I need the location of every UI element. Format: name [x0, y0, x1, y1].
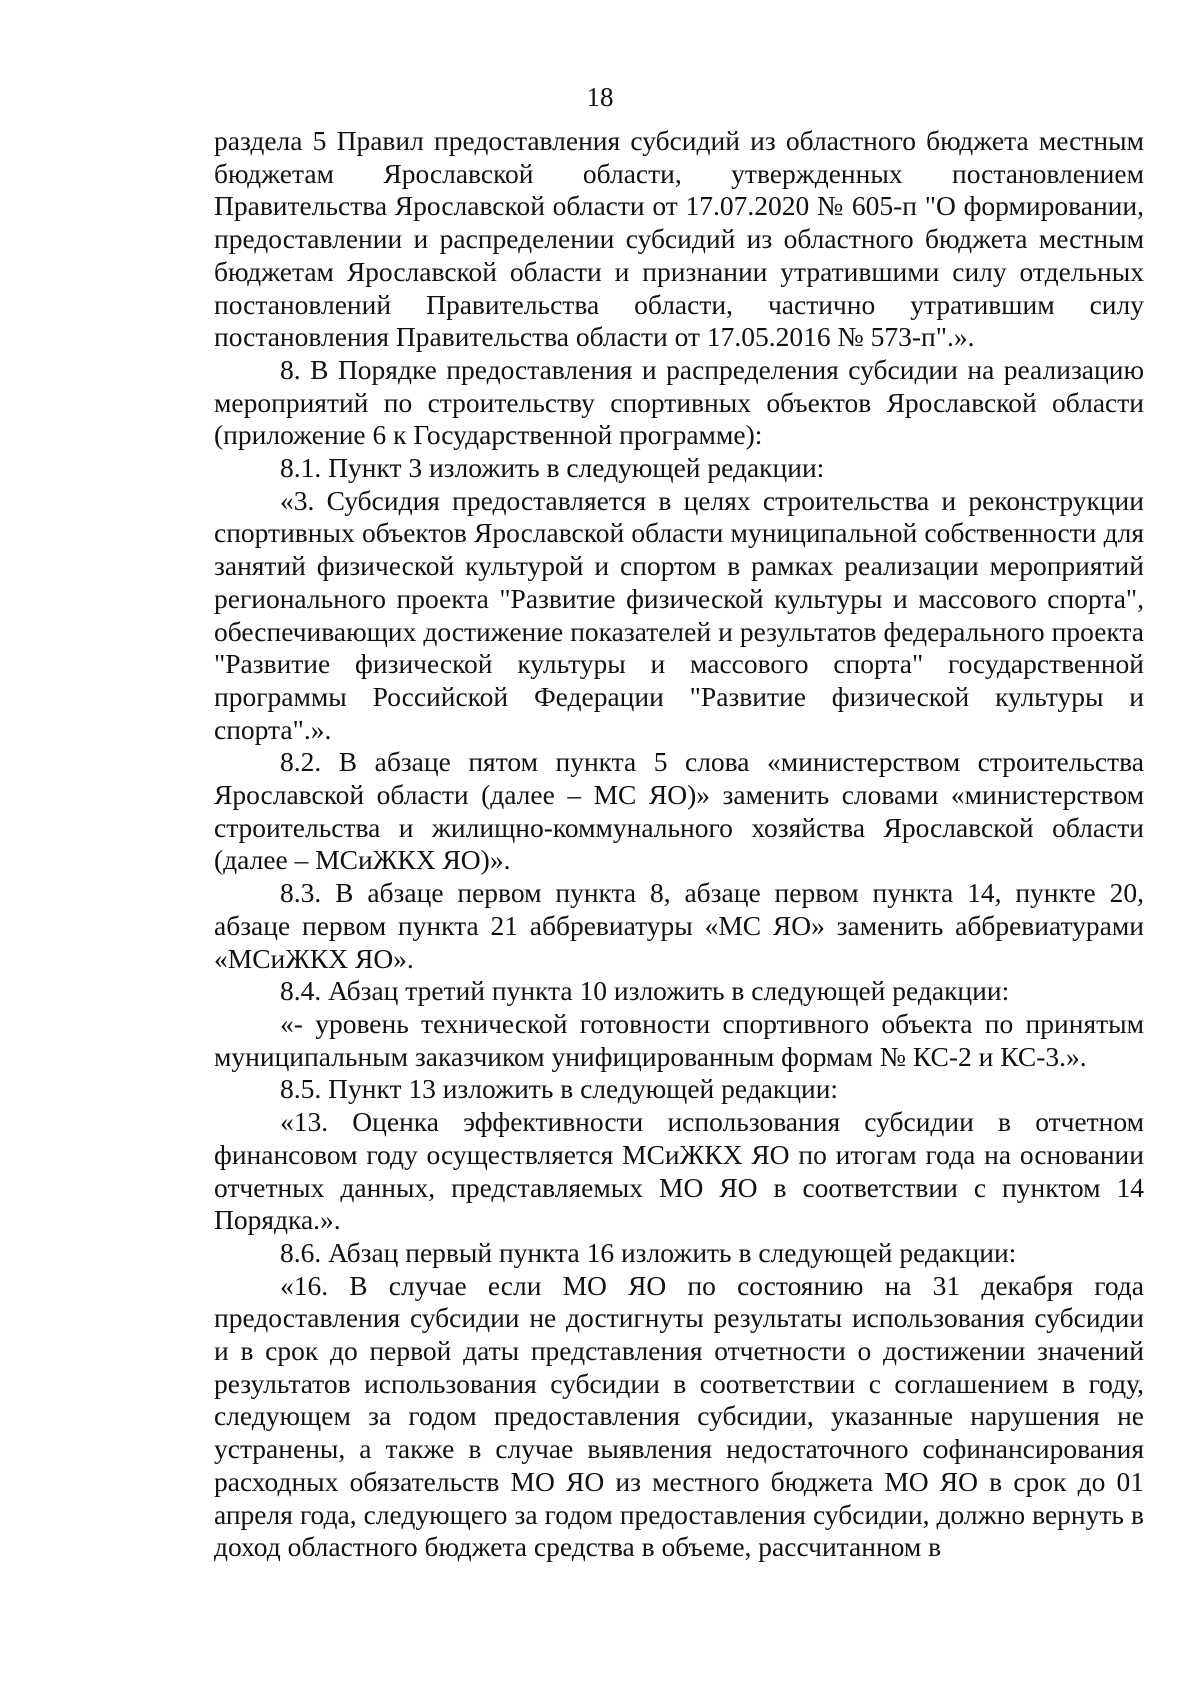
paragraph-continuation: раздела 5 Правил предоставления субсидий из областного бюджета местным бюджетам Ярославской области, утвержденных постановлением Правительства Ярославской области от 17.07.2020 № 605-п "О формировании, предоставлении и распределении субсидий из областного бюджета местным бюджетам Ярославской области и признании утратившими силу отдельных постановлений Правительства области, частично утратившим силу постановления Правительства области от 17.05.2016 № 573-п".».: [214, 125, 1144, 353]
paragraph-item-8-3: 8.3. В абзаце первом пункта 8, абзаце первом пункта 14, пункте 20, абзаце первом пункта 21 аббревиатуры «МС ЯО» заменить аббревиатурами «МСиЖКХ ЯО».: [214, 877, 1144, 974]
paragraph-item-8-6: 8.6. Абзац первый пункта 16 изложить в следующей редакции:: [280, 1236, 1017, 1268]
document-body: [214, 125, 1144, 1564]
paragraph-quote-point-3: «3. Субсидия предоставляется в целях строительства и реконструкции спортивных объектов Ярославской области муниципальной собственности для занятий физической культурой и спортом в рамках реализации мероприятий регионального проекта "Развитие физической культуры и массового спорта", обеспечивающих достижение показателей и результатов федерального проекта "Развитие физической культуры и массового спорта" государственной программы Российской Федерации "Развитие физической культуры и спорта".».: [214, 484, 1144, 745]
paragraph-item-8-1: 8.1. Пункт 3 изложить в следующей редакции:: [280, 452, 825, 484]
paragraph-quote-point-10: «- уровень технической готовности спортивного объекта по принятым муниципальным заказчиком унифицированным формам № КС-2 и КС-3.».: [214, 1007, 1144, 1072]
paragraph-item-8: 8. В Порядке предоставления и распределения субсидии на реализацию мероприятий по строительству спортивных объектов Ярославской области (приложение 6 к Государственной программе):: [214, 353, 1144, 451]
page-number: 18: [586, 82, 614, 112]
paragraph-item-8-4: 8.4. Абзац третий пункта 10 изложить в следующей редакции:: [280, 975, 1010, 1007]
paragraph-item-8-2: 8.2. В абзаце пятом пункта 5 слова «министерством строительства Ярославской области (далее – МС ЯО)» заменить словами «министерством строительства и жилищно-коммунального хозяйства Ярославской области (далее – МСиЖКХ ЯО)».: [214, 746, 1144, 876]
paragraph-quote-point-16: «16. В случае если МО ЯО по состоянию на 31 декабря года предоставления субсидии не достигнуты результаты использования субсидии и в срок до первой даты представления отчетности о достижении значений результатов использования субсидии в соответствии с соглашением в году, следующем за годом предоставления субсидии, указанные нарушения не устранены, а также в случае выявления недостаточного софинансирования расходных обязательств МО ЯО из местного бюджета МО ЯО в срок до 01 апреля года, следующего за годом предоставления субсидии, должно вернуть в доход областного бюджета средства в объеме, рассчитанном в: [214, 1269, 1144, 1563]
paragraph-quote-point-13: «13. Оценка эффективности использования субсидии в отчетном финансовом году осуществляется МСиЖКХ ЯО по итогам года на основании отчетных данных, представляемых МО ЯО в соответствии с пунктом 14 Порядка.».: [214, 1106, 1144, 1236]
paragraph-item-8-5: 8.5. Пункт 13 изложить в следующей редакции:: [280, 1073, 839, 1105]
